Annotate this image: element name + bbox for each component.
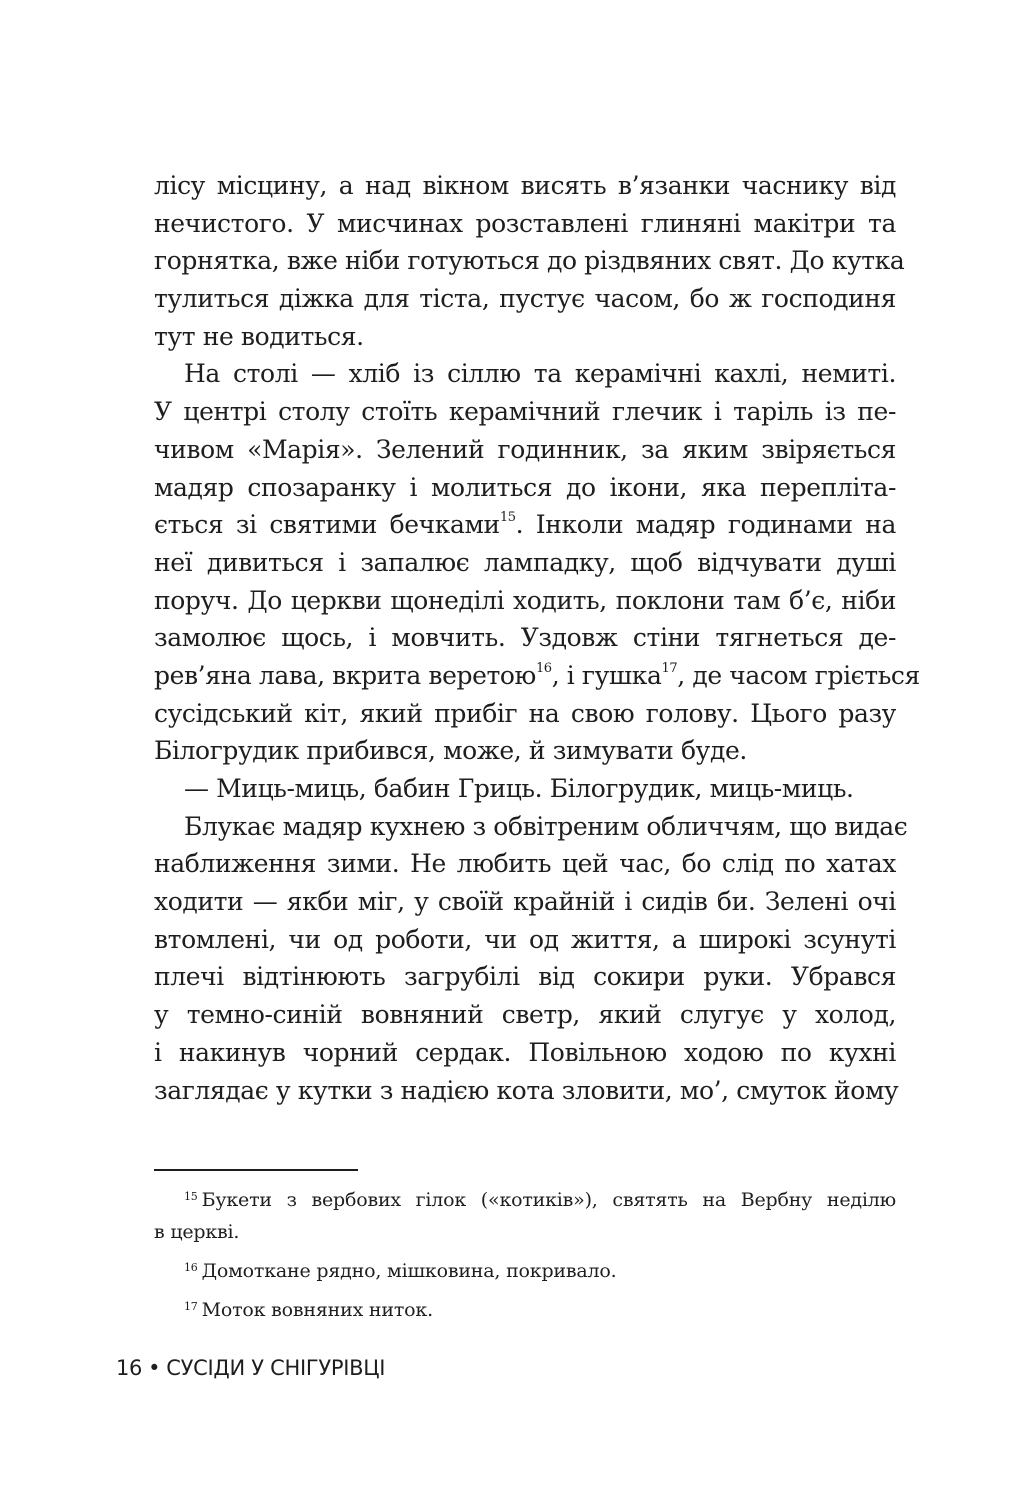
text-line: у темно-синій вовняний светр, який слугує у холод, xyxy=(154,1000,896,1030)
text-line: наближення зими. Не любить цей час, бо слід по хатах xyxy=(154,849,896,879)
footnote-ref-17[interactable]: 17 xyxy=(661,660,678,676)
footnote-number: 15 xyxy=(184,1190,198,1203)
footnote-15: $^{15}$ Букети з вербових гілок («котиків»), святять на Вербну неділю xyxy=(184,1189,896,1211)
text-line: Білогрудик прибився, може, й зимувати буде. xyxy=(154,736,747,766)
running-footer xyxy=(116,1356,385,1380)
dialogue-line: — Миць-миць, бабин Гриць. Білогрудик, миць-миць. xyxy=(184,774,854,803)
text-line: горнятка, вже ніби готуються до різдвяних свят. До кутка xyxy=(154,246,905,276)
text-line: неї дивиться і запалює лампадку, щоб відчувати душі xyxy=(154,547,896,577)
footnote-divider xyxy=(154,1169,358,1171)
text-line: ходити — якби міг, у своїй крайній і сидів би. Зелені очі xyxy=(154,887,896,917)
text-line: мадяр спозаранку і молиться до ікони, яка перепліта- xyxy=(154,472,896,502)
footnote-15-continued: в церкві. xyxy=(154,1221,240,1243)
text-line: плечі відтінюють загрубілі від сокири руки. Убрався xyxy=(154,962,896,992)
footnote-ref-16[interactable]: 16 xyxy=(535,660,552,676)
text-line: лісу місцину, а над вікном висять в’язанки часнику від xyxy=(154,171,896,200)
text-line: заглядає у кутки з надією кота зловити, мо’, смуток йому xyxy=(154,1075,899,1105)
footer-separator: • xyxy=(148,1356,161,1380)
footnotes xyxy=(154,1184,896,1326)
footnote-number: 16 xyxy=(184,1261,198,1274)
text-line: тут не водиться. xyxy=(154,321,364,351)
text-line: На столі — хліб із сіллю та керамічні кахлі, немиті. xyxy=(184,359,896,389)
text-line: і накинув чорний сердак. Повільною ходою по кухні xyxy=(154,1037,896,1067)
footnote-ref-15[interactable]: 15 xyxy=(499,509,516,525)
footnote-number: 17 xyxy=(184,1300,198,1313)
text-line: поруч. До церкви щонеділі ходить, поклони там б’є, ніби xyxy=(154,585,896,615)
text-line: тулиться діжка для тіста, пустує часом, бо ж господиня xyxy=(154,284,896,314)
text-line: чивом «Марія». Зелений годинник, за яким звіряється xyxy=(154,434,896,464)
footnote-16: $^{16}$ Домоткане рядно, мішковина, покривало. xyxy=(184,1260,617,1282)
text-line: втомлені, чи од роботи, чи од життя, а широкі зсунуті xyxy=(154,924,896,954)
text-line: Блукає мадяр кухнею з обвітреним обличчям, що видає xyxy=(184,811,908,841)
body-text xyxy=(154,167,920,1109)
footnote-17: $^{17}$ Моток вовняних ниток. xyxy=(184,1299,433,1321)
page-number: 16 xyxy=(116,1356,143,1380)
text-line: сусідський кіт, який прибіг на свою голову. Цього разу xyxy=(154,698,896,728)
text-line: нечистого. У мисчинах розставлені глиняні макітри та xyxy=(154,208,896,238)
book-title: СУСІДИ У СНІГУРІВЦІ xyxy=(166,1356,386,1380)
text-line: ється зі святими бечками$^{15}$. Інколи мадяр годинами на xyxy=(154,509,896,540)
text-line: замолює щось, і мовчить. Уздовж стіни тягнеться де- xyxy=(154,623,896,653)
text-line: У центрі столу стоїть керамічний глечик і таріль із пе- xyxy=(154,397,896,427)
text-line: рев’яна лава, вкрита веретою$^{16}$, і гушка$^{17}$, де часом гріється xyxy=(154,660,920,690)
